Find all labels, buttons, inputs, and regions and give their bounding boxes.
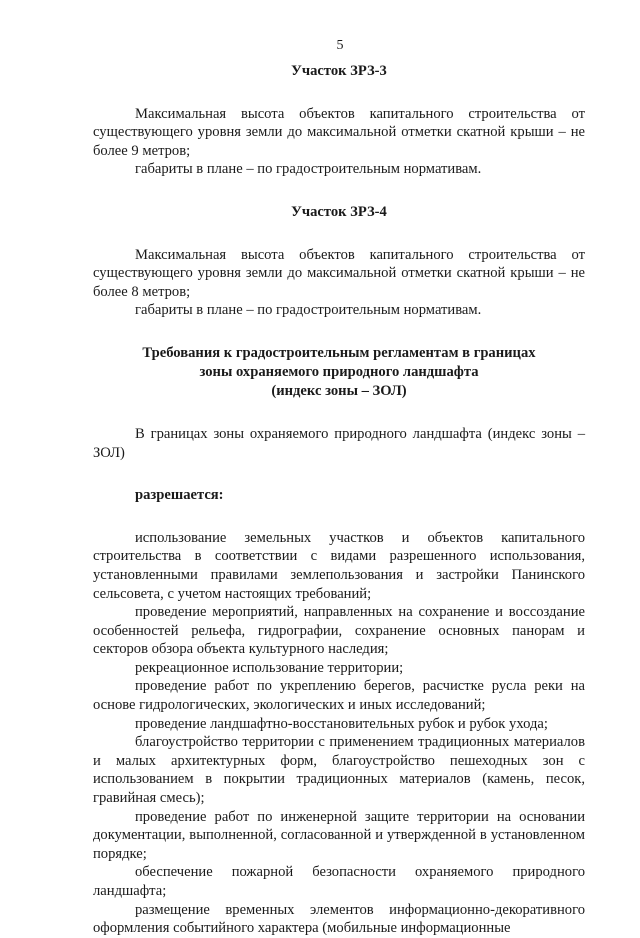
list-item: обеспечение пожарной безопасности охраняемого природного ландшафта; xyxy=(93,864,585,899)
allowed-label: разрешается: xyxy=(135,487,224,504)
section-title-zrz3: Участок ЗРЗ-3 xyxy=(291,63,387,79)
list-item: проведение мероприятий, направленных на сохранение и воссоздание особенностей рельефа, гидрографии, сохранение основных панорам и секторов обзора объекта культурного наследия; xyxy=(93,604,585,658)
zrz3-dimensions-paragraph: габариты в плане – по градостроительным нормативам. xyxy=(135,161,482,178)
list-item: размещение временных элементов информационно-декоративного оформления событийного характера (мобильные информационные xyxy=(93,901,585,937)
list-item: рекреационное использование территории; xyxy=(135,659,404,676)
list-item: использование земельных участков и объектов капитального строительства в соответствии с видами разрешенного использования, установленными правилами землепользования и застройки Панинского сельсовета, с учетом настоящих требований; xyxy=(93,529,585,602)
zol-title-line2: зоны охраняемого природного ландшафта xyxy=(199,363,479,380)
zrz4-dimensions-paragraph: габариты в плане – по градостроительным нормативам. xyxy=(135,302,482,319)
zol-title-line3: (индекс зоны – ЗОЛ) xyxy=(271,382,407,399)
section-title-zrz4: Участок ЗРЗ-4 xyxy=(291,203,387,220)
list-item: благоустройство территории с применением традиционных материалов и малых архитектурных форм, благоустройство пешеходных зон с использованием в покрытии традиционных материалов (камень, песок, гравийная смесь); xyxy=(93,734,585,807)
list-item: проведение ландшафтно-восстановительных рубок и рубок ухода; xyxy=(135,715,548,732)
list-item: проведение работ по укреплению берегов, расчистке русла реки на основе гидрологических, экологических и иных исследований; xyxy=(93,678,585,714)
zol-intro-paragraph: В границах зоны охраняемого природного ландшафта (индекс зоны – ЗОЛ) xyxy=(93,425,585,461)
document-body xyxy=(93,62,585,938)
zrz4-height-paragraph: Максимальная высота объектов капитального строительства от существующего уровня земли до максимальной отметки скатной крыши – не более 8 метров; xyxy=(93,246,585,300)
page-number: 5 xyxy=(336,38,344,53)
list-item: проведение работ по инженерной защите территории на основании документации, выполненной, согласованной и утвержденной в установленном порядке; xyxy=(93,808,585,862)
zrz3-height-paragraph: Максимальная высота объектов капитального строительства от существующего уровня земли до максимальной отметки скатной крыши – не более 9 метров; xyxy=(93,105,585,159)
allowed-items-list xyxy=(93,529,585,938)
zol-title-line1: Требования к градостроительным регламентам в границах xyxy=(142,344,536,361)
